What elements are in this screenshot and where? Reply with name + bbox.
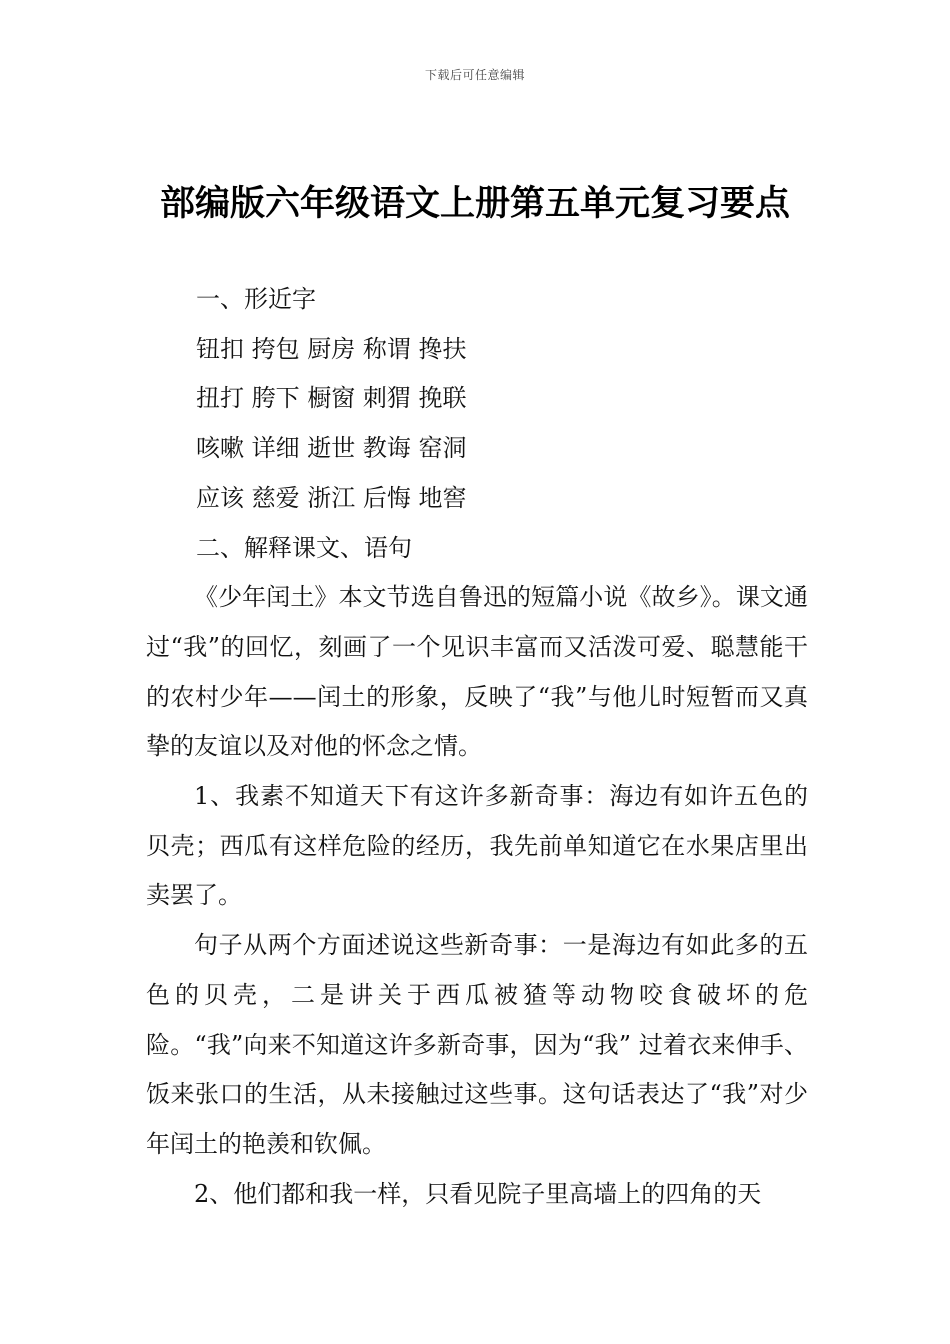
section-heading-text-explanation: 二、解释课文、语句 — [196, 533, 412, 562]
word-row: 应该 慈爱 浙江 后悔 地窖 — [196, 483, 467, 512]
word-row: 咳嗽 详细 逝世 教诲 窑洞 — [196, 434, 467, 463]
paragraph-item-2: 2、他们都和我一样，只看见院子里高墙上的四角的天 — [194, 1179, 762, 1208]
paragraph-item-1-explanation: 句子从两个方面述说这些新奇事：一是海边有如此多的五色的贝壳，二是讲关于西瓜被猹等动物咬食破坏的危险。“我”向来不知道这许多新奇事，因为“我” 过着衣来伸手、饭来张口的生活，从未接触过这些事。这句话表达了“我”对少 年闰土的艳羡和钦佩。 — [146, 931, 808, 1158]
paragraph-item-1: 1、我素不知道天下有这许多新奇事：海边有如许五色的贝壳；西瓜有这样危险的经历，我先前单知道它在水果店里出卖罢了。 — [146, 782, 808, 910]
word-row: 扭打 胯下 橱窗 刺猬 挽联 — [196, 384, 467, 413]
document-body — [146, 275, 808, 1219]
header-note: 下载后可任意编辑 — [424, 68, 525, 82]
section-heading-similar-characters: 一、形近字 — [196, 285, 316, 313]
word-row: 钮扣 挎包 厨房 称谓 搀扶 — [196, 334, 467, 363]
paragraph-intro: 《少年闰土》本文节选自鲁迅的短篇小说《故乡》。课文通过“我”的回忆，刻画了一个见识丰富而又活泼可爱、聪慧能干的农村少年——闰土的形象，反映了“我”与他儿时短暂而又真挚的友谊以及对他的怀念之情。 — [146, 583, 808, 761]
document-title: 部编版六年级语文上册第五单元复习要点 — [159, 183, 790, 224]
